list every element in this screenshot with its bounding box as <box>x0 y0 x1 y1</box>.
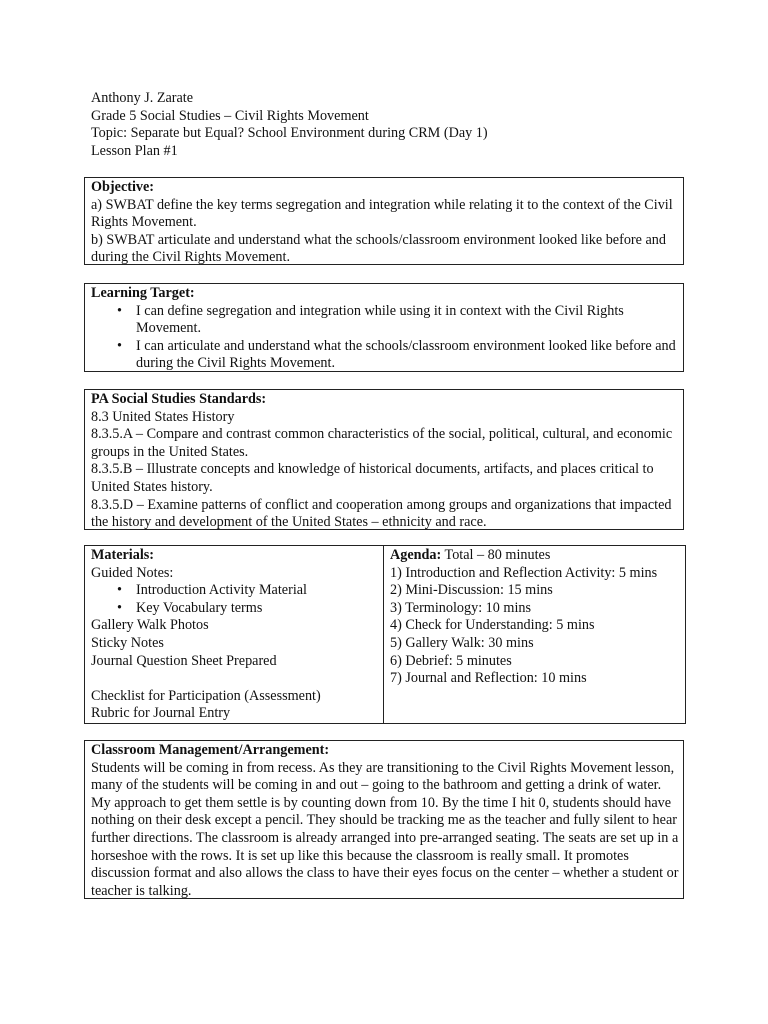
guided-notes-list <box>91 582 383 617</box>
assessment-item: Rubric for Journal Entry <box>91 705 231 722</box>
document-header <box>91 90 488 160</box>
material-item: Gallery Walk Photos <box>91 617 209 634</box>
objective-a: a) SWBAT define the key terms segregation and integration while relating it to the context of the Civil Rights Movement. <box>91 196 673 231</box>
classroom-management-text: Students will be coming in from recess. As they are transitioning to the Civil Rights Movement lesson, many of the students will be coming in and out – going to the bathroom and getting a drink of water. My approach to get them settle is by counting down from 10. By the time I hit 0, students should have nothing on their desk except a pencil. They should be tracking me as the teacher and fully silent to hear further directions. The classroom is already arranged into pre-arranged seating. The seats are set up in a horseshoe with the rows. It is set up like this because the classroom is really small. It promotes discussion format and also allows the class to have their eyes focus on the center – whether a student or teacher is talking. <box>91 759 679 899</box>
material-item: Journal Question Sheet Prepared <box>91 652 277 669</box>
guided-notes-item: • Introduction Activity Material <box>91 582 383 600</box>
topic-line: Topic: Separate but Equal? School Environment during CRM (Day 1) <box>91 125 488 142</box>
author-name: Anthony J. Zarate <box>91 90 194 106</box>
agenda-item: 7) Journal and Reflection: 10 mins <box>390 670 587 687</box>
agenda-item: 4) Check for Understanding: 5 mins <box>390 617 595 634</box>
materials-agenda-table <box>84 545 686 724</box>
standard-line: 8.3.5.B – Illustrate concepts and knowledge of historical documents, artifacts, and places critical to United States history. <box>91 461 654 495</box>
objective-box <box>84 177 684 265</box>
learning-target-title: Learning Target: <box>91 285 195 301</box>
guided-notes-label: Guided Notes: <box>91 564 174 581</box>
agenda-item: 2) Mini-Discussion: 15 mins <box>390 582 553 599</box>
objective-b: b) SWBAT articulate and understand what the schools/classroom environment looked like before and during the Civil Rights Movement. <box>91 231 666 266</box>
materials-cell <box>85 546 384 723</box>
agenda-cell <box>384 546 685 723</box>
learning-target-item: • I can articulate and understand what the schools/classroom environment looked like before and during the Civil Rights Movement. <box>91 338 683 373</box>
classroom-management-title: Classroom Management/Arrangement: <box>91 742 330 758</box>
materials-title: Materials: <box>91 547 155 563</box>
lesson-number: Lesson Plan #1 <box>91 142 178 159</box>
learning-target-box <box>84 283 684 372</box>
guided-notes-item: • Key Vocabulary terms <box>91 600 383 618</box>
spacer <box>91 670 383 688</box>
learning-target-list <box>91 303 683 373</box>
assessment-item: Checklist for Participation (Assessment) <box>91 687 321 704</box>
standard-line: 8.3 United States History <box>91 408 235 425</box>
agenda-item: 1) Introduction and Reflection Activity: 5 mins <box>390 564 658 581</box>
standard-line: 8.3.5.A – Compare and contrast common characteristics of the social, political, cultural, and economic groups in the United States. <box>91 426 673 460</box>
standards-box <box>84 389 684 530</box>
agenda-title: Agenda: <box>390 547 442 563</box>
material-item: Sticky Notes <box>91 634 164 651</box>
objective-title: Objective: <box>91 179 155 195</box>
agenda-item: 6) Debrief: 5 minutes <box>390 652 512 669</box>
agenda-item: 3) Terminology: 10 mins <box>390 599 532 616</box>
standards-title: PA Social Studies Standards: <box>91 391 267 407</box>
course-line: Grade 5 Social Studies – Civil Rights Movement <box>91 107 369 124</box>
agenda-item: 5) Gallery Walk: 30 mins <box>390 634 534 651</box>
learning-target-item: • I can define segregation and integration while using it in context with the Civil Rights Movement. <box>91 303 683 338</box>
standard-line: 8.3.5.D – Examine patterns of conflict and cooperation among groups and organizations that impacted the history and development of the United States – ethnicity and race. <box>91 496 672 531</box>
classroom-management-box <box>84 740 684 899</box>
agenda-header <box>390 547 685 565</box>
agenda-total: Total – 80 minutes <box>441 547 551 563</box>
